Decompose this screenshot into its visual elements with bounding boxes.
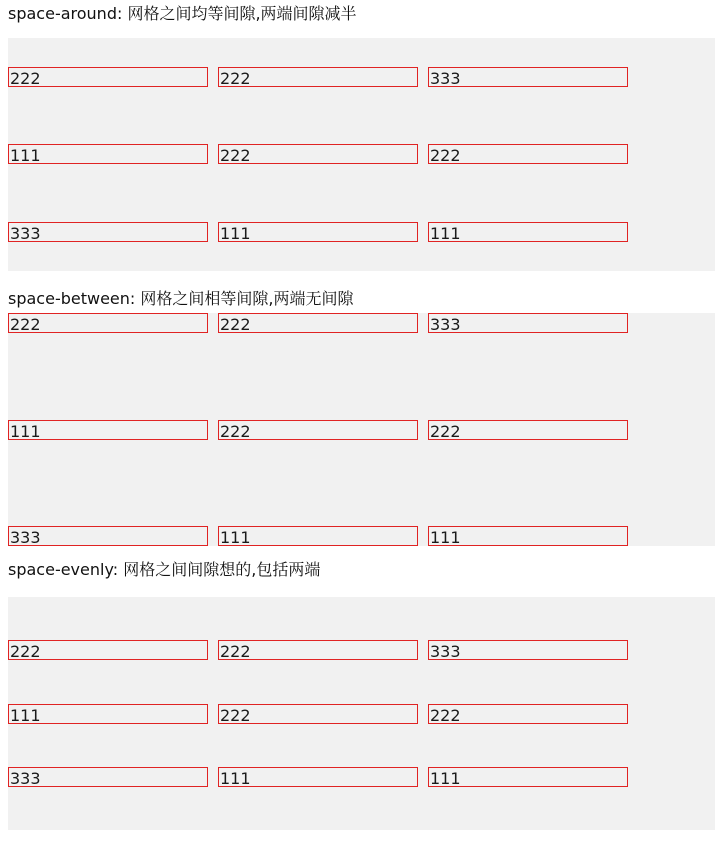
grid-cell: 222	[428, 704, 628, 724]
grid-cell: 111	[428, 526, 628, 546]
grid-cell: 333	[428, 313, 628, 333]
grid-cell: 111	[428, 767, 628, 787]
grid-cell: 222	[218, 313, 418, 333]
grid-cell: 222	[218, 144, 418, 164]
grid-cell: 333	[8, 767, 208, 787]
grid-cell: 222	[428, 420, 628, 440]
grid-cell: 222	[428, 144, 628, 164]
grid-cell: 111	[218, 767, 418, 787]
grid-container-space-around	[8, 38, 715, 271]
grid-cell: 222	[218, 704, 418, 724]
grid-cell: 333	[8, 526, 208, 546]
grid-cell: 111	[218, 526, 418, 546]
grid-cell: 111	[428, 222, 628, 242]
section-title-space-around: space-around: 网格之间均等间隙,两端间隙减半	[8, 4, 357, 23]
section-space-around	[0, 0, 718, 271]
grid-cell: 222	[8, 313, 208, 333]
grid-container-space-evenly	[8, 597, 715, 830]
grid-cell: 222	[8, 640, 208, 660]
grid-cell: 333	[428, 640, 628, 660]
section-space-between	[0, 285, 718, 546]
grid-container-space-between	[8, 313, 715, 546]
grid-cell: 111	[8, 420, 208, 440]
grid-cell: 222	[8, 67, 208, 87]
grid-cell: 222	[218, 420, 418, 440]
section-space-evenly	[0, 556, 718, 830]
grid-cell: 111	[8, 144, 208, 164]
grid-cell: 111	[218, 222, 418, 242]
grid-cell: 333	[8, 222, 208, 242]
grid-cell: 222	[218, 67, 418, 87]
section-title-space-evenly: space-evenly: 网格之间间隙想的,包括两端	[8, 560, 321, 579]
section-title-space-between: space-between: 网格之间相等间隙,两端无间隙	[8, 289, 354, 308]
grid-cell: 222	[218, 640, 418, 660]
grid-cell: 333	[428, 67, 628, 87]
grid-cell: 111	[8, 704, 208, 724]
